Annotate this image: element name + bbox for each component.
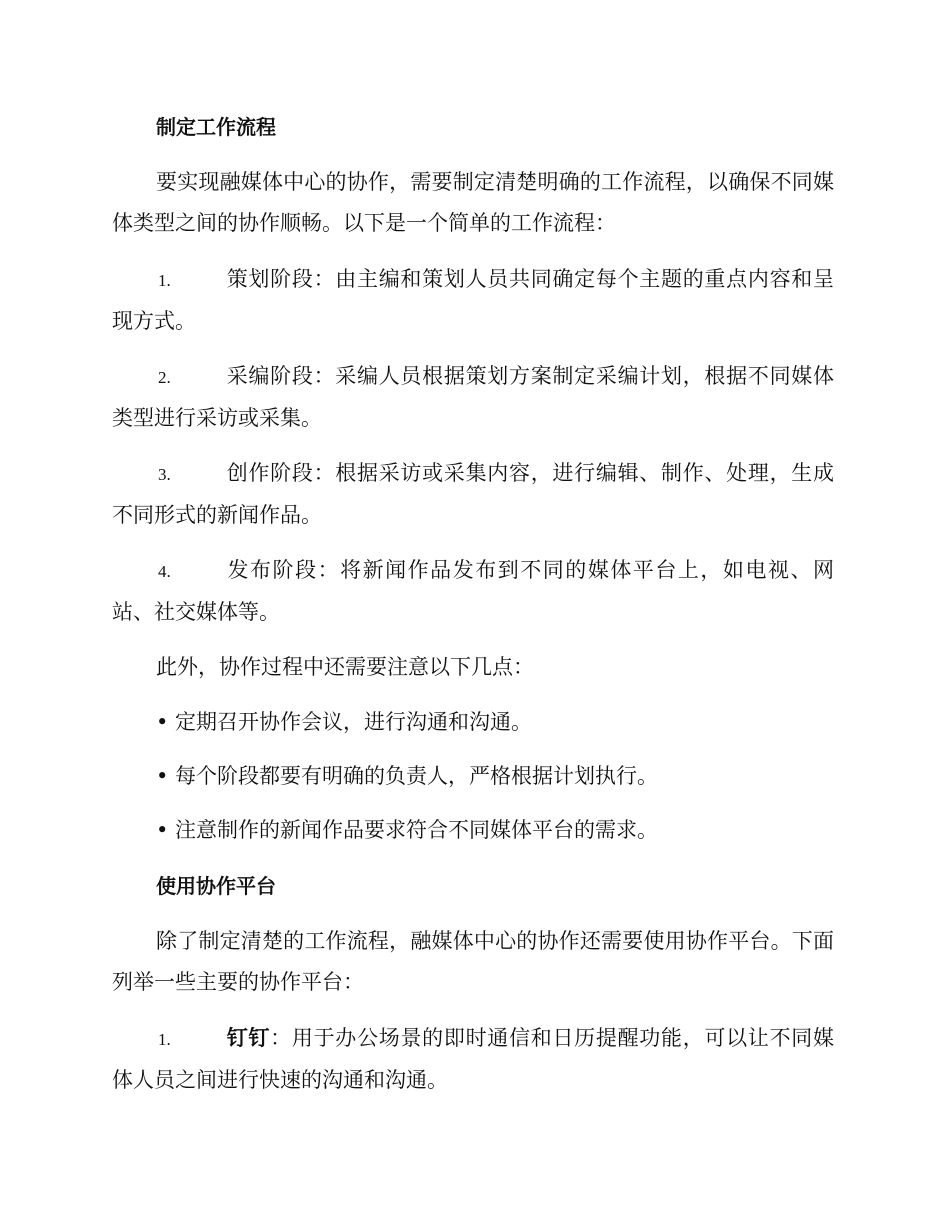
note-bullet-3: • 注意制作的新闻作品要求符合不同媒体平台的需求。 xyxy=(156,818,659,842)
step-number: 2. xyxy=(158,368,171,387)
platform-item-1 xyxy=(112,1018,834,1101)
note-bullet-1: • 定期召开协作会议，进行沟通和沟通。 xyxy=(156,710,533,734)
step-text: 策划阶段：由主编和策划人员共同确定每个主题的重点内容和呈现方式。 xyxy=(112,267,834,333)
platform-description: ：用于办公场景的即时通信和日历提醒功能，可以让不同媒体人员之间进行快速的沟通和沟通。 xyxy=(112,1026,835,1092)
workflow-step-1 xyxy=(112,259,834,342)
workflow-step-2 xyxy=(112,356,834,439)
step-number: 4. xyxy=(158,562,171,581)
step-text: 发布阶段：将新闻作品发布到不同的媒体平台上，如电视、网站、社交媒体等。 xyxy=(112,558,834,624)
step-text: 创作阶段：根据采访或采集内容，进行编辑、制作、处理，生成不同形式的新闻作品。 xyxy=(112,461,834,527)
note-bullet-2: • 每个阶段都要有明确的负责人，严格根据计划执行。 xyxy=(156,764,659,788)
platforms-intro-paragraph: 除了制定清楚的工作流程，融媒体中心的协作还需要使用协作平台。下面列举一些主要的协作平台： xyxy=(112,929,834,994)
workflow-step-4 xyxy=(112,550,834,633)
platform-name: 钉钉 xyxy=(226,1026,271,1050)
workflow-intro-paragraph: 要实现融媒体中心的协作，需要制定清楚明确的工作流程，以确保不同媒体类型之间的协作顺畅。以下是一个简单的工作流程： xyxy=(112,170,834,235)
section-heading-platforms: 使用协作平台 xyxy=(156,874,276,898)
section-heading-workflow: 制定工作流程 xyxy=(156,115,276,139)
notes-intro-paragraph: 此外，协作过程中还需要注意以下几点： xyxy=(156,655,534,679)
workflow-step-3 xyxy=(112,453,834,536)
step-text: 采编阶段：采编人员根据策划方案制定采编计划，根据不同媒体类型进行采访或采集。 xyxy=(112,364,834,430)
step-number: 3. xyxy=(158,465,171,484)
platform-number: 1. xyxy=(158,1030,171,1049)
step-number: 1. xyxy=(158,271,171,290)
